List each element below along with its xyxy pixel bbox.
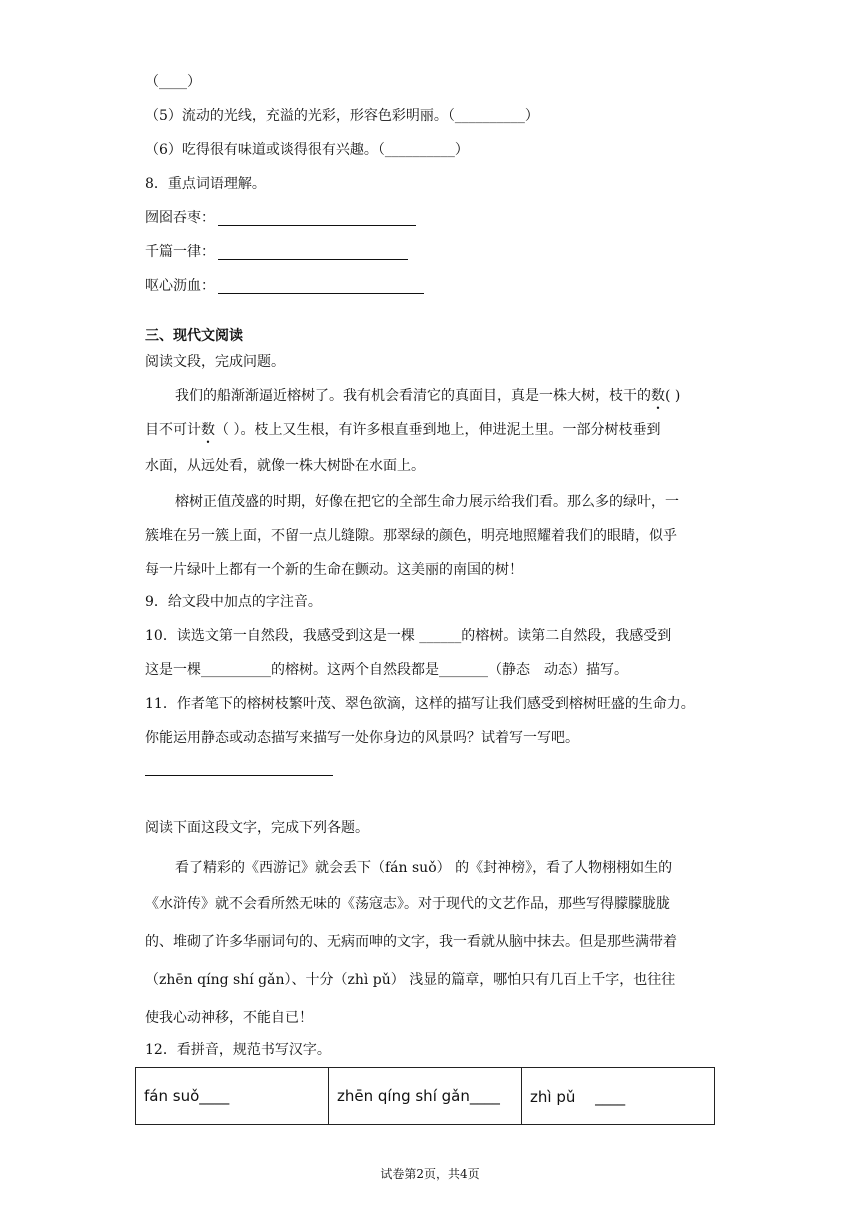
pinyin-table (135, 1067, 715, 1125)
q12-title: 12．看拼音，规范书写汉字。 (145, 1042, 331, 1058)
q10-line-1: 10．读选文第一自然段，我感受到这是一棵 ______的榕树。读第二自然段，我感受到 (145, 628, 672, 644)
q7-item4-blank: （____） (145, 74, 201, 90)
passage1-line: 榕树正值茂盛的时期，好像在把它的全部生命力展示给我们看。那么多的绿叶，一 (175, 494, 679, 510)
q11-line-2: 你能运用静态或动态描写来描写一处你身边的风景吗？试着写一写吧。 (145, 730, 579, 746)
q7-item5: （5）流动的光线，充溢的光彩，形容色彩明丽。（__________） (145, 108, 539, 124)
pinyin-cell-2[interactable]: zhēn qíng shí gǎn____ (329, 1068, 522, 1125)
q8-answer-line-1[interactable] (218, 225, 416, 226)
q8-title: 8．重点词语理解。 (145, 176, 266, 192)
reading2-instruction: 阅读下面这段文字，完成下列各题。 (145, 820, 369, 836)
passage1-line: 目不可计数（ ）。枝上又生根，有许多根直垂到地上，伸进泥土里。一部分树枝垂到 (145, 422, 661, 438)
dotted-char: 数 (201, 422, 215, 438)
q11-line-1: 11．作者笔下的榕树枝繁叶茂、翠色欲滴，这样的描写让我们感受到榕树旺盛的生命力。 (145, 696, 695, 712)
q7-item6: （6）吃得很有味道或谈得很有兴趣。（__________） (145, 142, 469, 158)
reading2-line: 《水浒传》就不会看所然无味的《荡寇志》。对于现代的文艺作品，那些写得朦朦胧胧 (145, 896, 670, 912)
page-footer: 试卷第2页，共4页 (380, 1167, 480, 1181)
q8-answer-line-3[interactable] (218, 293, 424, 294)
q8-word-2: 千篇一律： (145, 244, 215, 260)
reading2-line: 看了精彩的《西游记》就会丢下（fán suǒ） 的《封神榜》，看了人物栩栩如生的 (175, 860, 673, 876)
reading2-line: （zhēn qíng shí gǎn）、十分（zhì pǔ） 浅显的篇章，哪怕只有几百上千字，也往往 (145, 972, 676, 988)
section-heading: 三、现代文阅读 (145, 328, 243, 344)
q10-line-2: 这是一棵__________的榕树。这两个自然段都是_______（静态 动态）描写。 (145, 662, 628, 678)
pinyin-cell-3[interactable]: zhì pǔ ____ (522, 1068, 715, 1125)
reading2-line: 的、堆砌了许多华丽词句的、无病而呻的文字，我一看就从脑中抹去。但是那些满带着 (145, 934, 677, 950)
q8-word-1: 囫囵吞枣： (145, 210, 215, 226)
dotted-char: 数 (651, 388, 665, 404)
pinyin-cell-1[interactable]: fán suǒ____ (136, 1068, 329, 1125)
passage1-line: 簇堆在另一簇上面，不留一点儿缝隙。那翠绿的颜色，明亮地照耀着我们的眼睛，似乎 (145, 528, 677, 544)
reading2-line: 使我心动神移，不能自已！ (145, 1010, 313, 1026)
q8-answer-line-2[interactable] (218, 259, 408, 260)
passage1-line: 每一片绿叶上都有一个新的生命在颤动。这美丽的南国的树！ (145, 562, 523, 578)
passage1-line: 水面，从远处看，就像一株大树卧在水面上。 (145, 458, 425, 474)
section-instruction: 阅读文段，完成问题。 (145, 354, 285, 370)
passage1-line: 我们的船渐渐逼近榕树了。我有机会看清它的真面目，真是一株大树，枝干的数( ) (175, 388, 681, 404)
q9-text: 9．给文段中加点的字注音。 (145, 594, 322, 610)
q8-word-3: 呕心沥血： (145, 278, 215, 294)
q11-answer-line[interactable] (145, 775, 333, 776)
